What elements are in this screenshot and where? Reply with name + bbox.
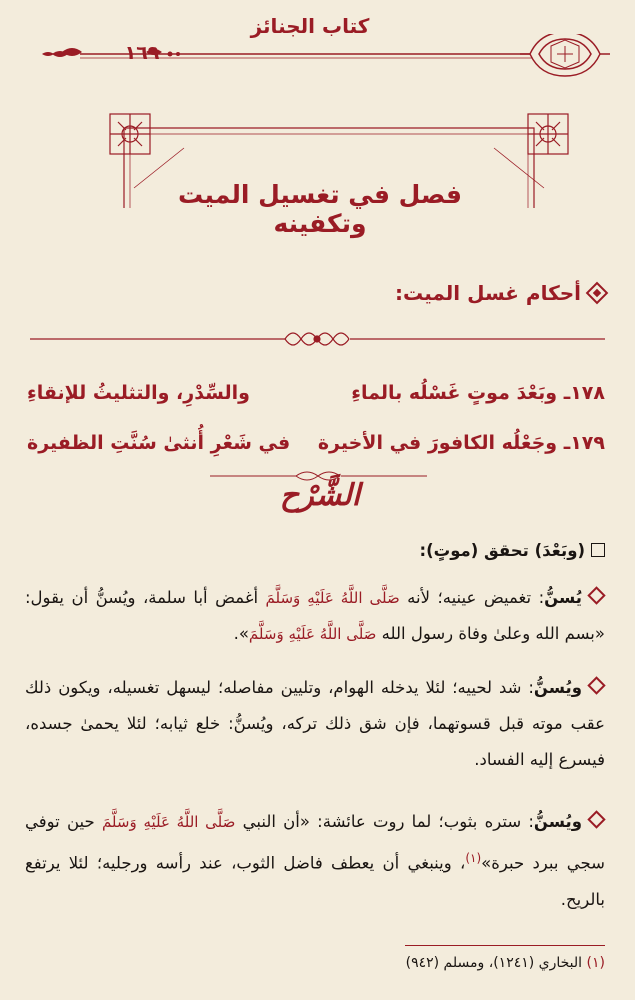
ornamental-divider <box>20 324 615 354</box>
paragraph-text: : ستره بثوب؛ لما روت عائشة: «أن النبي <box>242 812 534 831</box>
diamond-bullet-icon <box>587 810 605 828</box>
paragraph <box>25 580 605 652</box>
section-title: فصل في تغسيل الميت وتكفينه <box>178 180 462 238</box>
footnote-reference[interactable]: (١) <box>465 851 482 865</box>
paragraph-lead: ويُسنُّ <box>533 812 583 831</box>
verse-hemistich: ١٧٨ـ وبَعْدَ موتٍ غَسْلُه بالماءِ <box>351 382 605 404</box>
commentary-heading: الشَّرْح <box>279 478 361 513</box>
paragraph-text: حين توفي سجي ببرد حبرة» <box>25 812 606 873</box>
header-ornament <box>20 34 615 94</box>
subheading <box>395 281 605 305</box>
diamond-bullet-icon <box>587 586 605 604</box>
paragraph-lead: ويُسنُّ <box>533 678 582 697</box>
verse-line <box>27 432 605 454</box>
square-bullet-icon <box>591 543 605 557</box>
diamond-bullet-icon <box>587 676 605 694</box>
verse-hemistich: في شَعْرِ أُنثىٰ سُنَّتِ الظفيرة <box>27 432 291 454</box>
footnote-number: (١) <box>586 955 605 971</box>
paragraph-text: ». <box>233 624 249 643</box>
page-number: ١٦٩ <box>124 42 160 64</box>
honorific-phrase: صَلَّى اللَّهُ عَلَيْهِ وَسَلَّمَ <box>248 625 377 643</box>
paragraph-text: ، وينبغي أن يعطف فاضل الثوب، عند رأسه ورجليه؛ لئلا يرتفع بالريح. <box>25 853 605 909</box>
footnote-text: البخاري (١٢٤١)، ومسلم (٩٤٢) <box>405 955 583 971</box>
footnote-divider <box>405 945 605 946</box>
running-title: كتاب الجنائز <box>250 14 370 38</box>
paragraph <box>25 533 605 569</box>
paragraph-text: : تغميض عينيه؛ لأنه <box>407 588 545 607</box>
paragraph <box>25 804 605 918</box>
subheading-text: أحكام غسل الميت: <box>395 281 581 305</box>
paragraph-text: (وبَعْدَ) تحقق (موتٍ): <box>419 541 585 560</box>
footnote <box>406 955 605 971</box>
verse-hemistich: ١٧٩ـ وجَعْلُه الكافورَ في الأخيرة <box>317 432 605 454</box>
paragraph-lead: يُسنُّ <box>544 588 582 607</box>
paragraph-text: أغمض أبا سلمة، ويُسنُّ أن يقول: «بسم الله وعلىٰ وفاة رسول الله <box>25 588 605 643</box>
diamond-bullet-icon <box>586 282 609 305</box>
paragraph-text: : شد لحييه؛ لئلا يدخله الهوام، وتليين مفاصله؛ ليسهل تغسيله، ويكون ذلك عقب موته قبل قسوتهما، فإن شق ذلك تركه، ويُسنُّ: خلع ثيابه؛ لئلا يحمىٰ جسده، فيسرع إليه الفساد. <box>25 678 605 769</box>
verse-line <box>27 382 605 404</box>
honorific-phrase: صَلَّى اللَّهُ عَلَيْهِ وَسَلَّمَ <box>265 589 400 607</box>
honorific-phrase: صَلَّى اللَّهُ عَلَيْهِ وَسَلَّمَ <box>101 813 236 831</box>
paragraph <box>25 670 605 778</box>
verse-hemistich: والسِّدْرِ، والتثليثُ للإنقاءِ <box>27 382 250 404</box>
